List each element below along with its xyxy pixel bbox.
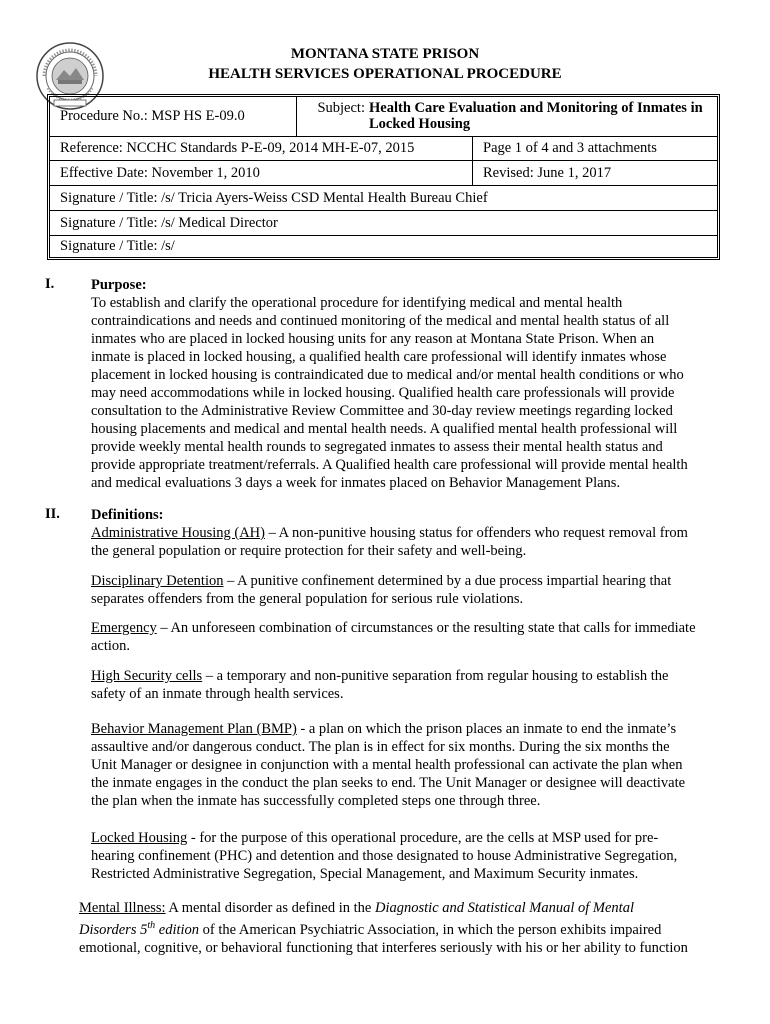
purpose-line: contraindications and needs and continued monitoring of the medical and mental health status of all bbox=[91, 313, 670, 329]
purpose-line: placement in locked housing is contraindicated due to medical and/or mental health conditions or who bbox=[91, 367, 684, 383]
definition-term: Administrative Housing (AH) bbox=[91, 525, 265, 541]
table-row bbox=[50, 97, 717, 137]
purpose-line: inmates who are placed in locked housing units for any reason at Montana State Prison. When an bbox=[91, 331, 655, 347]
subject-cell bbox=[297, 97, 717, 136]
section-numeral-2: II. bbox=[45, 506, 60, 522]
table-row bbox=[50, 211, 717, 236]
effective-date: Effective Date: November 1, 2010 bbox=[50, 161, 473, 185]
definition-term: High Security cells bbox=[91, 668, 203, 684]
definition-text: the general population or require protection for their safety and well-being. bbox=[91, 543, 527, 559]
header-title: MONTANA STATE PRISON bbox=[290, 46, 480, 62]
purpose-line: provide appropriate treatment/referrals. A Qualified health care professional will provide mental health bbox=[91, 457, 688, 473]
signature-line-3: Signature / Title: /s/ bbox=[60, 238, 175, 254]
header-subtitle: HEALTH SERVICES OPERATIONAL PROCEDURE bbox=[208, 66, 562, 82]
definition-term: Behavior Management Plan (BMP) bbox=[91, 721, 297, 737]
purpose-line: may need accommodations while in locked housing. Qualified health care professionals will provide bbox=[91, 385, 675, 401]
definition-text: action. bbox=[91, 638, 131, 654]
definition-disciplinary-detention: Disciplinary Detention – A punitive confinement determined by a due process impartial hearing that separates offenders from the general population for serious rule violations. bbox=[91, 572, 731, 608]
purpose-line: and medical evaluations 3 days a week for inmates placed on Behavior Management Plans. bbox=[91, 475, 621, 491]
definitions-heading: Definitions: bbox=[91, 507, 164, 523]
definition-term: Mental Illness: bbox=[79, 900, 166, 916]
definition-text: assaultive and/or dangerous conduct. The plan is in effect for six months. During the six months the bbox=[91, 739, 670, 755]
definition-text: safety of an inmate through health services. bbox=[91, 686, 344, 702]
definition-high-security-cells: High Security cells – a temporary and non-punitive separation from regular housing to establish the safety of an inmate through health services. bbox=[91, 667, 731, 703]
definition-text: the inmate engages in the conduct the plan seeks to end. The Unit Manager or designee will deactivate bbox=[91, 775, 686, 791]
revised-date: Revised: June 1, 2017 bbox=[483, 164, 612, 181]
definition-emergency: Emergency – An unforeseen combination of circumstances or the resulting state that calls for immediate action. bbox=[91, 619, 731, 655]
page-info: Page 1 of 4 and 3 attachments bbox=[483, 140, 657, 156]
signature-line-2: Signature / Title: /s/ Medical Director bbox=[60, 214, 278, 231]
definition-locked-housing: Locked Housing - for the purpose of this operational procedure, are the cells at MSP used for pre- hearing confinement (PHC) and detention and those designated to house Administrative Segregation, Restricted Administrative Segregation, Special Management, and Maximum Security inmates. bbox=[91, 829, 731, 883]
subject-label: Subject: bbox=[317, 100, 365, 116]
definition-term: Emergency bbox=[91, 620, 157, 636]
table-row bbox=[50, 137, 717, 161]
procedure-number: Procedure No.: MSP HS E-09.0 bbox=[50, 97, 297, 136]
table-row bbox=[50, 161, 717, 186]
purpose-line: housing placements and medical and mental health needs. A qualified mental health professional will bbox=[91, 421, 678, 437]
table-row bbox=[50, 186, 717, 211]
purpose-line: consultation to the Administrative Review Committee and 30-day review meetings regarding locked bbox=[91, 403, 673, 419]
definition-term: Locked Housing bbox=[91, 830, 188, 846]
definition-text: hearing confinement (PHC) and detention and those designated to house Administrative Segregation, bbox=[91, 848, 678, 864]
purpose-line: inmate is placed in locked housing, a qualified health care professional will identify inmates whose bbox=[91, 349, 667, 365]
definition-text: Unit Manager or designee in conjunction with a mental health professional can activate the plan when bbox=[91, 757, 683, 773]
purpose-heading: Purpose: bbox=[91, 277, 147, 293]
definition-term: Disciplinary Detention bbox=[91, 573, 224, 589]
definitions-heading-block bbox=[91, 506, 731, 560]
definition-text: emotional, cognitive, or behavioral functioning that interferes seriously with his or her ability to function bbox=[79, 939, 688, 956]
reference: Reference: NCCHC Standards P-E-09, 2014 MH-E-07, 2015 bbox=[50, 137, 473, 160]
definition-administrative-housing: Administrative Housing (AH) – A non-punitive housing status for offenders who request removal from bbox=[91, 525, 688, 541]
definition-mental-illness: Mental Illness: A mental disorder as defined in the Diagnostic and Statistical Manual of Mental Disorders 5th edition of the American Psychiatric Association, in which the person exhibits impaired emotional, cognitive, or behavioral functioning that interferes seriously with his or her ability to function bbox=[79, 899, 739, 957]
definition-text: the plan when the inmate has successfully completed steps one through three. bbox=[91, 793, 541, 809]
procedure-info-table bbox=[47, 94, 720, 260]
purpose-section bbox=[91, 276, 731, 492]
purpose-line: provide weekly mental health rounds to segregated inmates to assess their mental health status and bbox=[91, 439, 663, 455]
definition-text: separates offenders from the general population for serious rule violations. bbox=[91, 591, 524, 607]
subject-line-2: Locked Housing bbox=[369, 116, 471, 132]
section-numeral-1: I. bbox=[45, 276, 55, 292]
definition-behavior-management-plan: Behavior Management Plan (BMP) - a plan on which the prison places an inmate to end the inmate’s assaultive and/or dangerous conduct. The plan is in effect for six months. During the six months the Unit Manager or designee in conjunction with a mental health professional can activate the plan when the inmate engages in the conduct the plan seeks to end. The Unit Manager or designee will deactivate the plan when the inmate has successfully completed steps one through three. bbox=[91, 720, 731, 810]
signature-line-1: Signature / Title: /s/ Tricia Ayers-Weiss CSD Mental Health Bureau Chief bbox=[60, 189, 488, 206]
purpose-line: To establish and clarify the operational procedure for identifying medical and mental health bbox=[91, 295, 623, 311]
table-row bbox=[50, 236, 717, 257]
definition-text: Restricted Administrative Segregation, Special Management, and Maximum Security inmates. bbox=[91, 866, 639, 882]
subject-line-1: Health Care Evaluation and Monitoring of Inmates in bbox=[369, 100, 703, 116]
